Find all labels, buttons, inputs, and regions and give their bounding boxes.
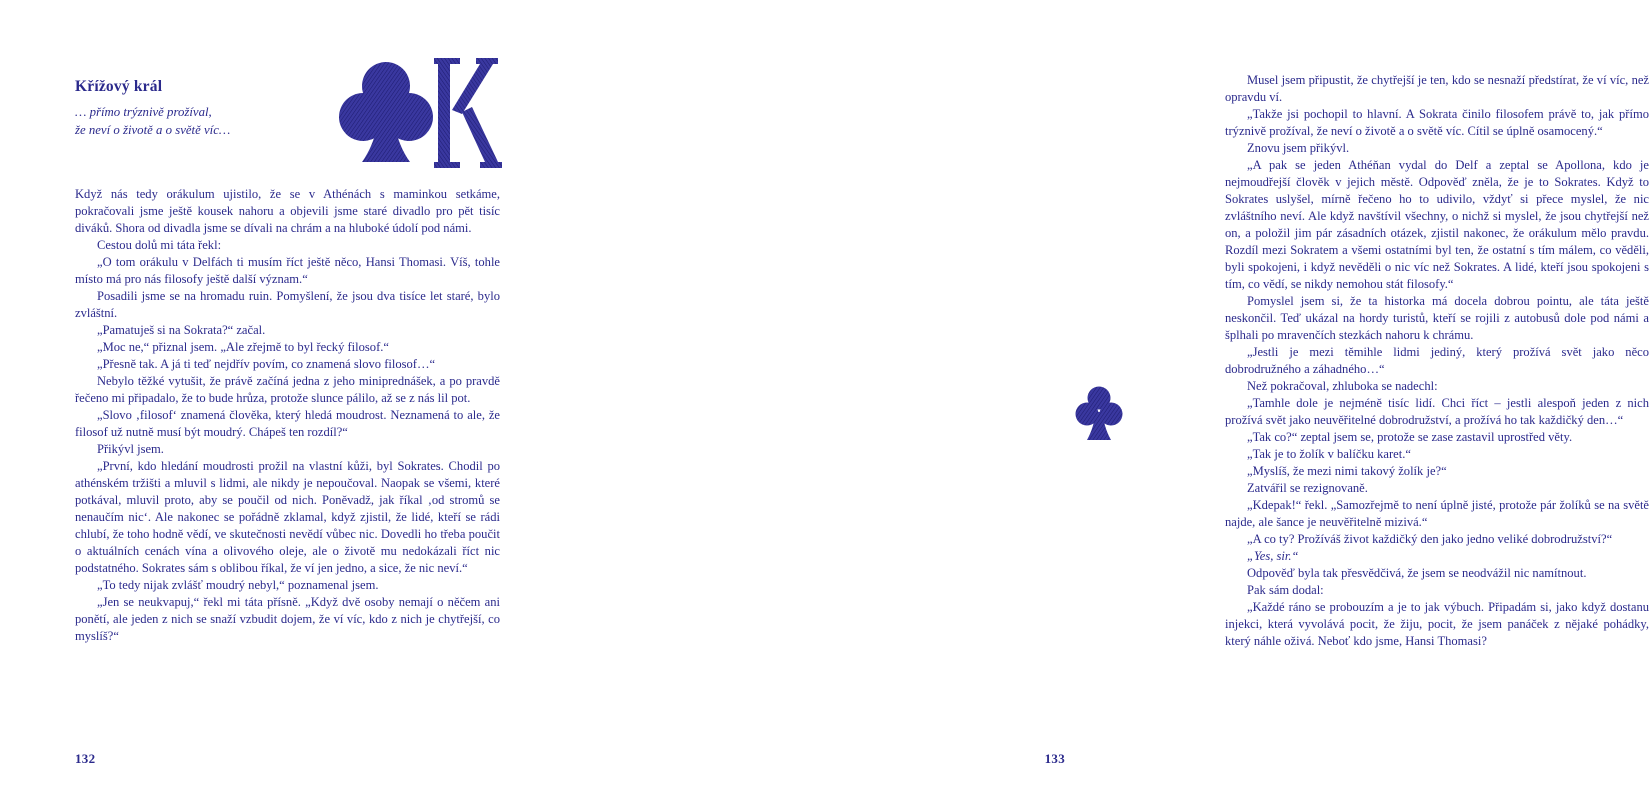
paragraph: Posadili jsme se na hromadu ruin. Pomyšlení, že jsou dva tisíce let staré, bylo zvláštní. xyxy=(75,289,500,320)
paragraph: Cestou dolů mi táta řekl: xyxy=(97,238,222,252)
left-page-body xyxy=(75,186,500,645)
paragraph: Když nás tedy orákulum ujistilo, že se v Athénách s maminkou setkáme, pokračovali jsme ještě kousek nahoru a objevili jsme staré divadlo pro pět tisíc diváků. Shora od divadla jsme se dívali na chrám a na hluboké údolí pod námi. xyxy=(75,187,500,235)
paragraph: „A pak se jeden Athéňan vydal do Delf a zeptal se Apollona, kdo je nejmoudřejší člověk v jejich městě. Odpověď zněla, že je to Sokrates. Když to Sokrates uslyšel, mírně řečeno ho to udivilo, vždyť si přece myslel, že nic zvláštního neví. Ale když navštívil všechny, o nichž si myslel, že jsou chytřejší než on, a položil jim pár zásadních otázek, zjistil nakonec, že orákulum mělo pravdu. Rozdíl mezi Sokratem a všemi ostatními byl ten, že ostatní s tím málem, co věděli, byli spokojeni, i když nevěděli o nic víc než Sokrates. A lidé, kteří jsou spokojeni s tím, co vědí, se nikdy nemohou stát filosofy.“ xyxy=(1225,158,1649,291)
paragraph: „Každé ráno se probouzím a je to jak výbuch. Připadám si, jako když dostanu injekci, která vyvolává pocit, že žiju, pocit, že jsem panáček z nějaké pohádky, který náhle oživá. Neboť kdo jsme, Hansi Thomasi? xyxy=(1225,600,1649,648)
paragraph: Zatvářil se rezignovaně. xyxy=(1247,481,1368,495)
paragraph: Odpověď byla tak přesvědčivá, že jsem se neodvážil nic namítnout. xyxy=(1247,566,1587,580)
club-ornament-with-drop-cap xyxy=(330,52,510,177)
paragraph: „První, kdo hledání moudrosti prožil na vlastní kůži, byl Sokrates. Chodil po athénském tržišti a mluvil s lidmi, ale nikdy je nepoučoval. Naopak se všemi, které potkával, mluvil proto, aby se poučil od nich. Poněvadž, jak říkal ‚od stromů se nenaučím nic‘. Ale nakonec se pořádně zklamal, když zjistil, že lidé, kteří se rádi chlubí, že toho hodně vědí, ve skutečnosti nevědí vůbec nic. Dovedli ho třeba poučit o aktuálních cenách vína a olivového oleje, ale o životě mu nedokázali říct nic podstatného. Sokrates sám s oblibou říkal, že ví jen jedno, a sice, že nic neví.“ xyxy=(75,459,500,575)
paragraph: „Tak co?“ zeptal jsem se, protože se zase zastavil uprostřed věty. xyxy=(1247,430,1573,444)
paragraph: „Myslíš, že mezi nimi takový žolík je?“ xyxy=(1247,464,1447,478)
paragraph: Než pokračoval, zhluboka se nadechl: xyxy=(1247,379,1438,393)
paragraph: Pak sám dodal: xyxy=(1247,583,1324,597)
chapter-subtitle-line-2: že neví o životě a o světě víc… xyxy=(75,123,231,138)
paragraph: „Moc ne,“ přiznal jsem. „Ale zřejmě to byl řecký filosof.“ xyxy=(97,340,389,354)
paragraph: Znovu jsem přikývl. xyxy=(1247,141,1350,155)
paragraph: „O tom orákulu v Delfách ti musím říct ještě něco, Hansi Thomasi. Víš, tohle místo má pro nás filosofy ještě další význam.“ xyxy=(75,255,500,286)
paragraph: „Jestli je mezi těmihle lidmi jediný, který prožívá svět jako něco dobrodružného a záhadného…“ xyxy=(1225,345,1649,376)
page-number-left: 132 xyxy=(75,751,96,766)
paragraph: „Tamhle dole je nejméně tisíc lidí. Chci říct – jestli alespoň jeden z nich prožívá svět jako neuvěřitelné dobrodružství, a prožívá ho tak každičký den…“ xyxy=(1225,396,1649,427)
chapter-header xyxy=(75,78,305,139)
right-page xyxy=(570,0,1649,800)
corner-club-ornament xyxy=(1076,385,1122,447)
paragraph: „Yes, sir.“ xyxy=(1247,549,1299,563)
paragraph: „Jen se neukvapuj,“ řekl mi táta přísně. „Když dvě osoby nemají o něčem ani ponětí, ale jeden z nich se snaží vzbudit dojem, že ví víc, kdo z nich je chytřejší, co myslíš?“ xyxy=(75,595,500,643)
paragraph: Nebylo těžké vytušit, že právě začíná jedna z jeho miniprednášek, a po pravdě řečeno mi připadalo, že to bude hrůza, protože slunce pálilo, až se z nás lil pot. xyxy=(75,374,500,405)
paragraph: Pomyslel jsem si, že ta historka má docela dobrou pointu, ale táta ještě neskončil. Teď ukázal na hordy turistů, kteří se rojili z autobusů dole pod námi a šplhali po mravenčích stezkách nahoru k chrámu. xyxy=(1225,294,1649,342)
paragraph: „To tedy nijak zvlášť moudrý nebyl,“ poznamenal jsem. xyxy=(97,578,379,592)
chapter-title: Křížový král xyxy=(75,78,163,95)
paragraph: „Tak je to žolík v balíčku karet.“ xyxy=(1247,447,1411,461)
paragraph: Přikývl jsem. xyxy=(97,442,164,456)
drop-cap-K xyxy=(434,58,502,168)
left-page xyxy=(0,0,570,800)
paragraph: „Přesně tak. A já ti teď nejdřív povím, co znamená slovo filosof…“ xyxy=(97,357,436,371)
paragraph: „Slovo ‚filosof‘ znamená člověka, který hledá moudrost. Neznamená to ale, že filosof už nutně musí být moudrý. Chápeš ten rozdíl?“ xyxy=(75,408,500,439)
chapter-subtitle xyxy=(75,103,305,139)
page-number-right: 133 xyxy=(1044,751,1065,766)
paragraph: „Takže jsi pochopil to hlavní. A Sokrata činilo filosofem právě to, jak přímo trýznivě prožíval, že neví o životě a o světě víc. Cítil se úplně osamocený.“ xyxy=(1225,107,1649,138)
paragraph: „Pamatuješ si na Sokrata?“ začal. xyxy=(97,323,266,337)
chapter-subtitle-line-1: … přímo trýznivě prožíval, xyxy=(75,105,212,119)
club-suit-icon-small xyxy=(1076,385,1122,447)
paragraph: „A co ty? Prožíváš život každičký den jako jedno veliké dobrodružství?“ xyxy=(1247,532,1613,546)
right-page-body xyxy=(1225,72,1649,650)
club-suit-icon xyxy=(330,52,510,177)
paragraph: Musel jsem připustit, že chytřejší je ten, kdo se nesnaží předstírat, že ví víc, než opravdu ví. xyxy=(1225,73,1649,104)
paragraph: „Kdepak!“ řekl. „Samozřejmě to není úplně jisté, protože pár žolíků se na světě najde, ale šance je neuvěřitelně mizivá.“ xyxy=(1225,498,1649,529)
